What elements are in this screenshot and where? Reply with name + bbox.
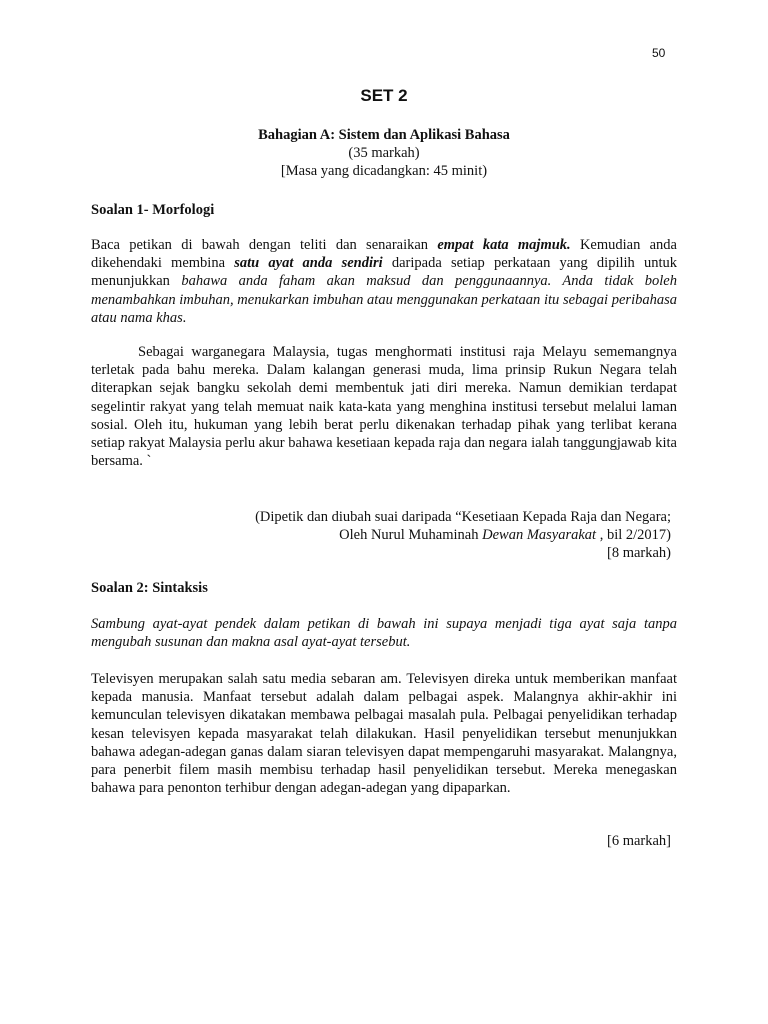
source-line-1: (Dipetik dan diubah suai daripada “Kesetiaan Kepada Raja dan Negara;	[255, 509, 671, 525]
section-title: Bahagian A: Sistem dan Aplikasi Bahasa	[258, 127, 510, 143]
section-marks: (35 markah)	[348, 145, 420, 161]
page-number: 50	[652, 46, 666, 60]
question-2-instruction	[91, 615, 677, 651]
instruction-italic: Sambung ayat-ayat pendek dalam petikan di bawah ini supaya menjadi tiga ayat saja tanpa mengubah susunan dan makna asal ayat-ayat tersebut.	[91, 616, 677, 651]
question-2-marks: [6 markah]	[606, 833, 671, 849]
source-citation	[91, 508, 671, 563]
question-1-marks: [8 markah)	[606, 545, 671, 562]
instruction-emphasis: satu ayat anda sendiri	[234, 255, 383, 272]
question-2-passage	[91, 670, 677, 797]
question-1-title: Soalan 1- Morfologi	[91, 202, 215, 218]
instruction-text: daripada setiap perkataan yang dipilih untuk menunjukkan	[91, 255, 678, 290]
question-2-title: Soalan 2: Sintaksis	[91, 580, 208, 596]
instruction-text: Baca petikan di bawah dengan teliti dan senaraikan	[91, 237, 438, 253]
source-publication: Dewan Masyarakat	[482, 527, 597, 544]
instruction-text: Kemudian anda dikehendaki membina	[91, 237, 677, 272]
instruction-italic: bahawa anda faham akan maksud dan penggunaannya. Anda tidak boleh menambahkan imbuhan, menukarkan imbuhan atau menggunakan perkataan itu sebagai peribahasa atau nama khas.	[91, 273, 677, 326]
passage-text: Televisyen merupakan salah satu media sebaran am. Televisyen direka untuk memberikan manfaat kepada manusia. Manfaat tersebut adalah dalam pelbagai aspek. Malangnya akhir-akhir ini kemunculan televisyen dikatakan membawa pelbagai masalah pula. Pelbagai penyelidikan terhadap kesan televisyen kepada masyarakat telah dilakukan. Hasil penyelidikan tersebut menunjukkan bahawa adegan-adegan ganas dalam siaran televisyen dapat mempengaruhi masyarakat. Malangnya, para penerbit filem masih membisu terhadap hasil penyelidikan tersebut. Mereka menegaskan bahawa para penonton terhibur dengan adegan-adegan yang dipaparkan.	[91, 671, 677, 797]
source-author: Oleh Nurul Muhaminah	[339, 527, 483, 544]
source-line-2	[91, 526, 671, 544]
section-time: [Masa yang dicadangkan: 45 minit)	[280, 163, 488, 179]
question-1-passage	[91, 343, 677, 470]
section-header	[0, 126, 768, 180]
source-issue: , bil 2/2017)	[596, 527, 671, 544]
question-1-instruction	[91, 236, 677, 327]
passage-text: Sebagai warganegara Malaysia, tugas menghormati institusi raja Melayu sememangnya terletak pada bahu mereka. Dalam kalangan generasi muda, lima prinsip Rukun Negara telah diterapkan sejak bangku sekolah demi membentuk jati diri mereka. Namun demikian terdapat segelintir rakyat yang telah memuat naik kata-kata yang menghina institusi tersebut melalui laman sosial. Oleh itu, hukuman yang lebih berat perlu dikenakan terhadap pihak yang terlibat kerana setiap rakyat Malaysia perlu akur bahawa kesetiaan kepada raja dan negara ialah tanggungjawab kita bersama. `	[91, 344, 677, 470]
instruction-emphasis: empat kata majmuk.	[437, 237, 571, 253]
set-title: SET 2	[360, 86, 408, 105]
